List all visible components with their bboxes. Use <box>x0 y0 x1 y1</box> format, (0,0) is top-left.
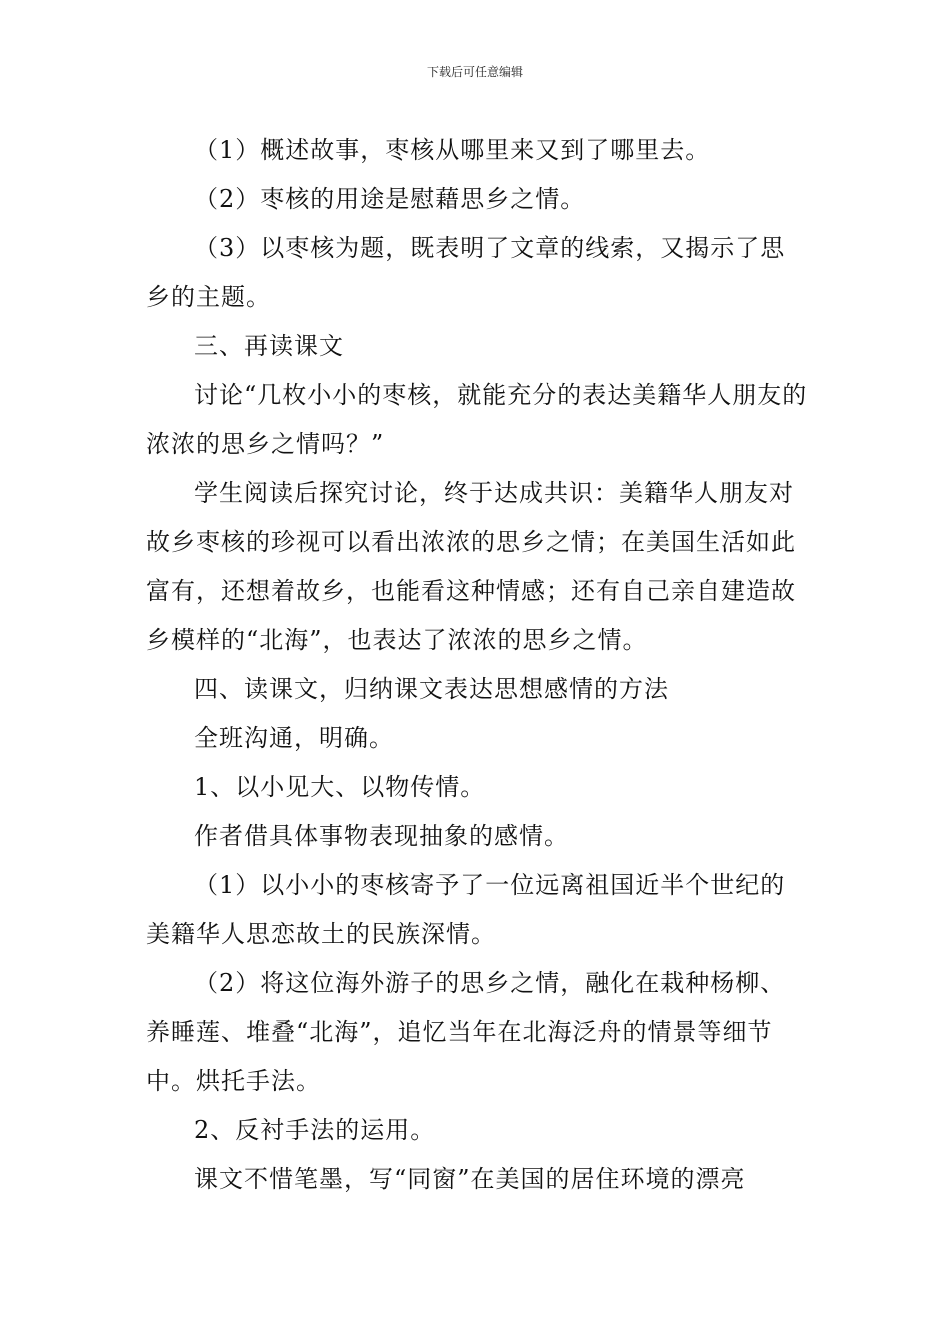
paragraph-method-2: 2、反衬手法的运用。 <box>194 1116 436 1144</box>
section-heading-methods: 四、读课文，归纳课文表达思想感情的方法 <box>194 675 669 703</box>
paragraph-jujube-purpose: （2）枣核的用途是慰藉思乡之情。 <box>194 185 586 213</box>
paragraph-point-2: （2）将这位海外游子的思乡之情，融化在栽种杨柳、养睡莲、堆叠“北海”，追忆当年在北海泛舟的情景等细节中。烘托手法。 <box>146 969 786 1095</box>
paragraph-contrast-description: 课文不惜笔墨，写“同窗”在美国的居住环境的漂亮 <box>194 1165 746 1193</box>
paragraph-summary-story: （1）概述故事，枣核从哪里来又到了哪里去。 <box>194 136 711 164</box>
paragraph-title-meaning: （3）以枣核为题，既表明了文章的线索，又揭示了思乡的主题。 <box>146 234 786 311</box>
paragraph-discussion-question: 讨论“几枚小小的枣核，就能充分的表达美籍华人朋友的浓浓的思乡之情吗？” <box>146 381 808 458</box>
document-body <box>146 126 808 1204</box>
paragraph-method-1: 1、以小见大、以物传情。 <box>194 773 486 801</box>
paragraph-class-communication: 全班沟通，明确。 <box>194 724 394 752</box>
section-heading-reread: 三、再读课文 <box>194 332 344 360</box>
paragraph-author-technique: 作者借具体事物表现抽象的感情。 <box>194 822 569 850</box>
page-header-note: 下载后可任意编辑 <box>426 65 523 79</box>
paragraph-student-consensus: 学生阅读后探究讨论，终于达成共识：美籍华人朋友对故乡枣核的珍视可以看出浓浓的思乡之情；在美国生活如此富有，还想着故乡，也能看这种情感；还有自己亲自建造故乡模样的“北海”，也表达了浓浓的思乡之情。 <box>146 479 796 654</box>
paragraph-point-1: （1）以小小的枣核寄予了一位远离祖国近半个世纪的美籍华人思恋故土的民族深情。 <box>146 871 786 948</box>
